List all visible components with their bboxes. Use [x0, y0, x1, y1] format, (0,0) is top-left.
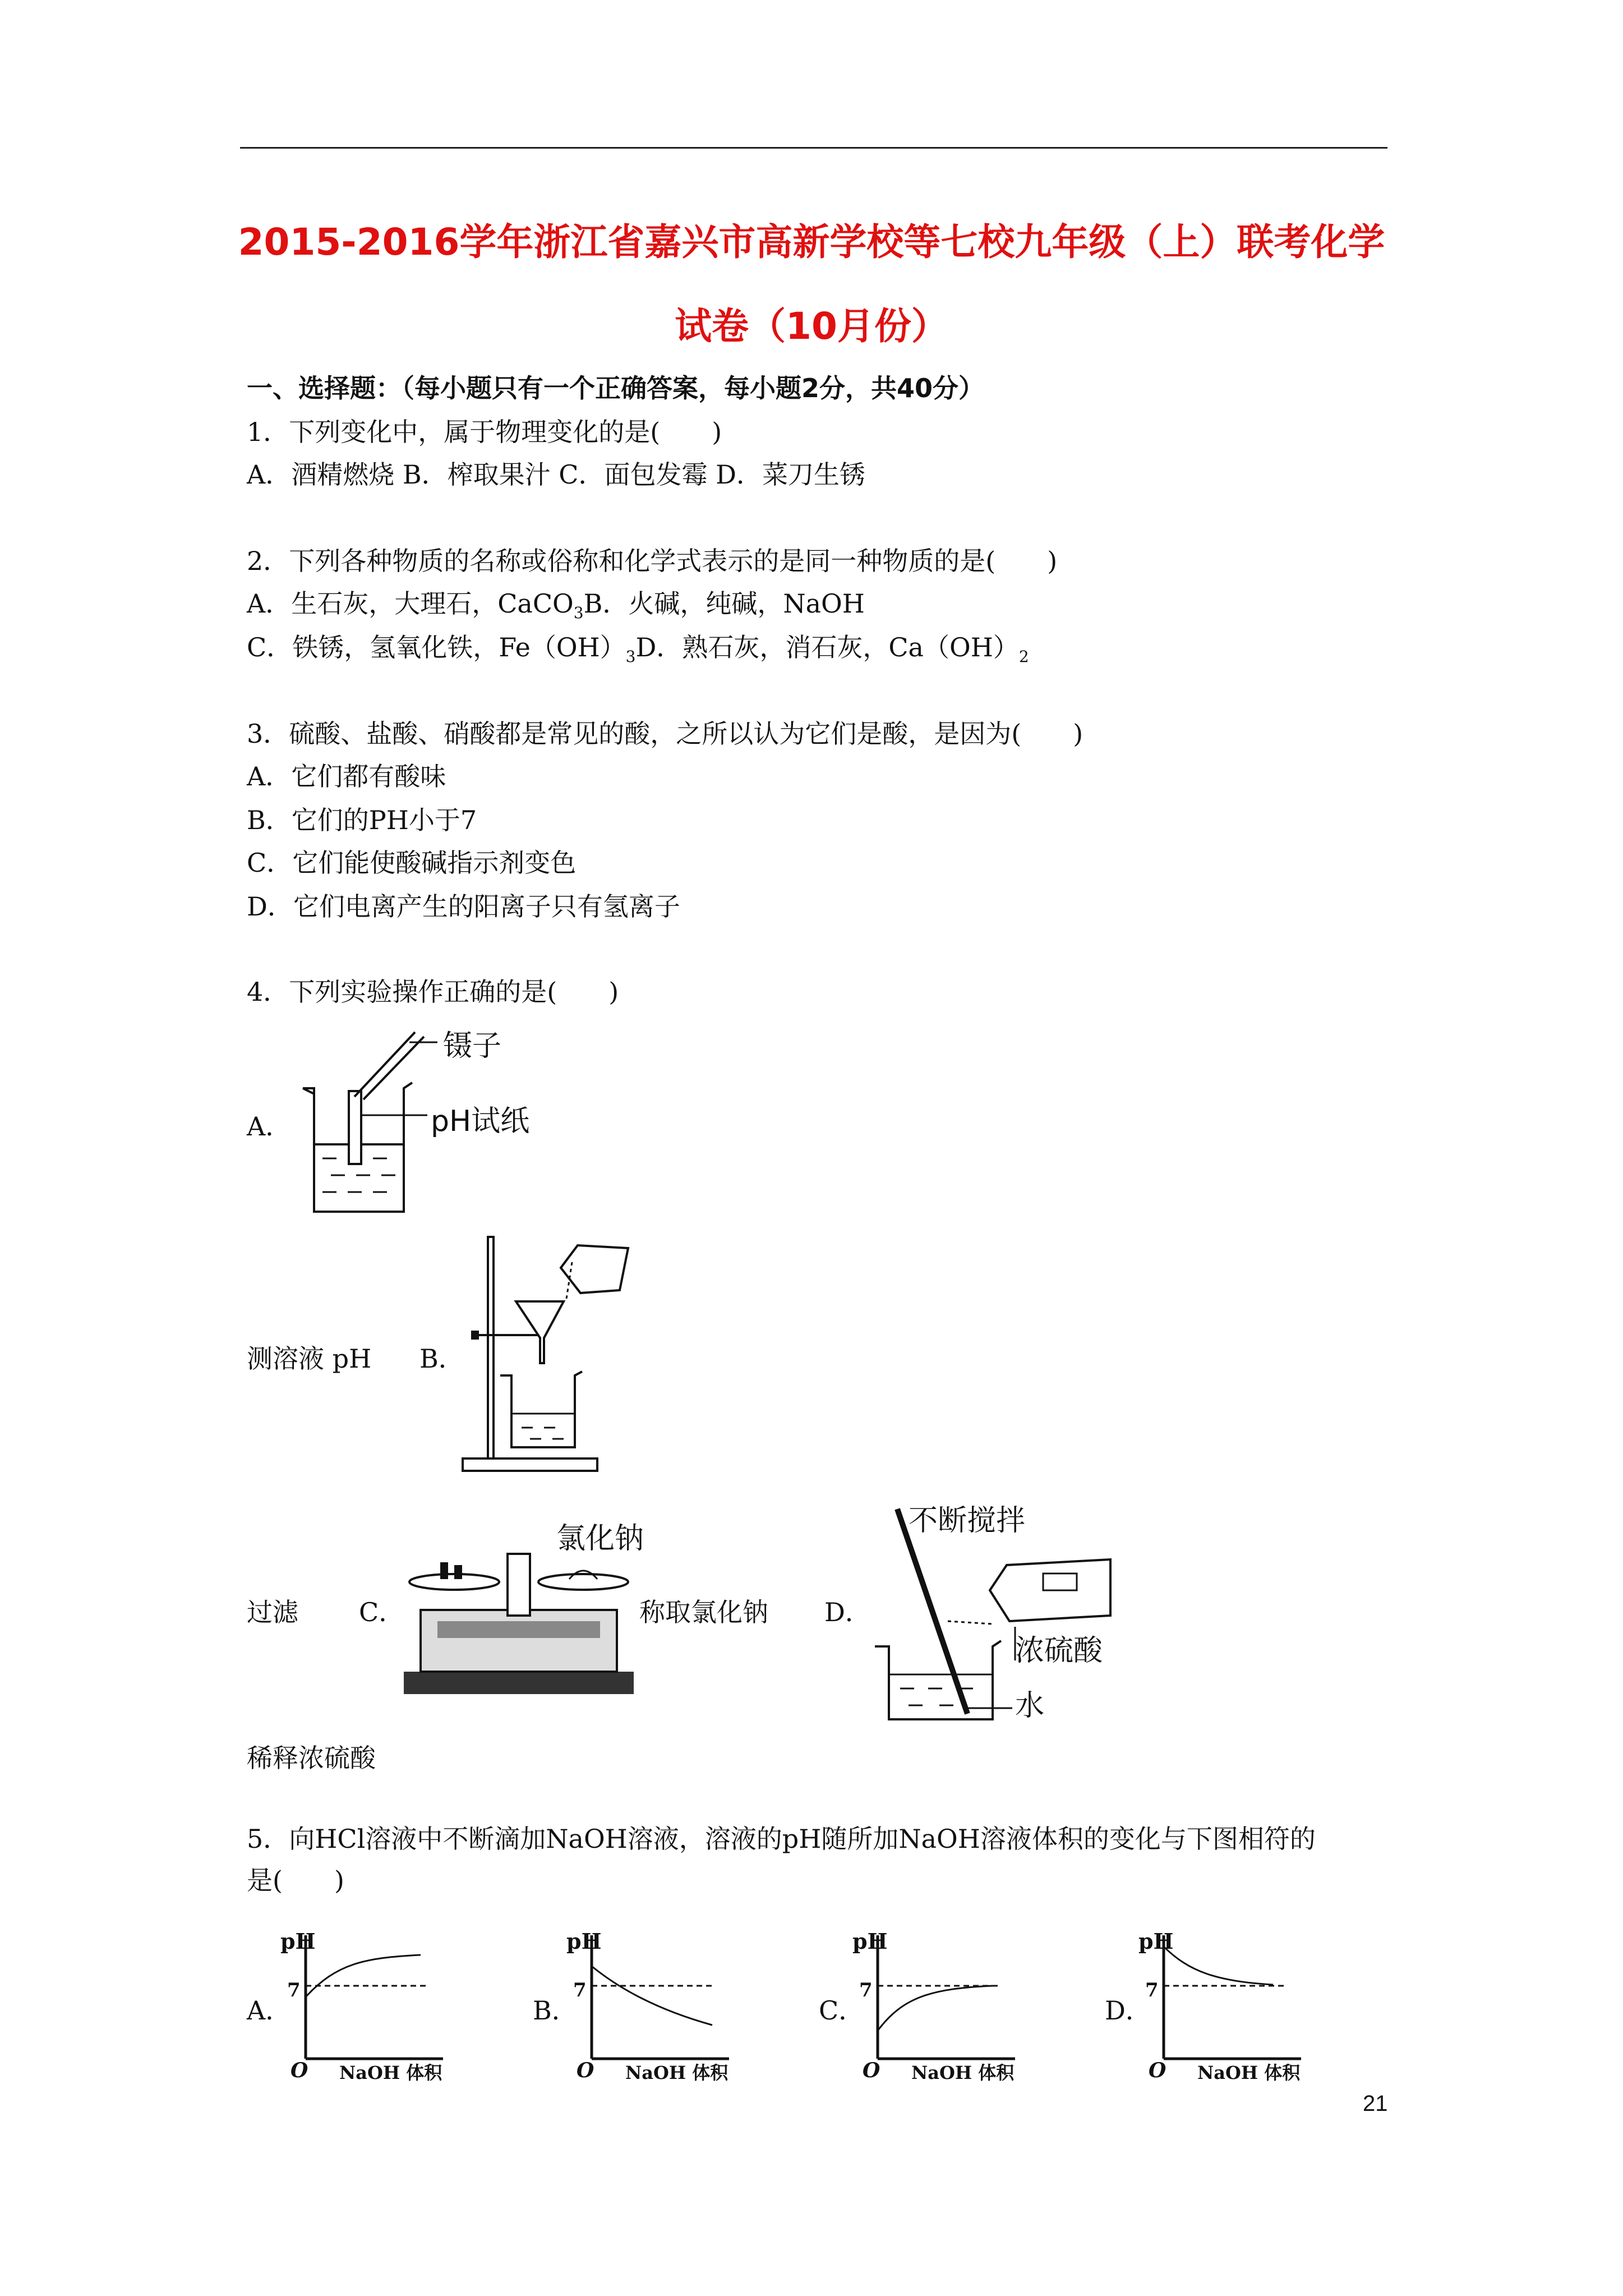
q4-figure-a-tweezers-label: 镊子	[443, 1029, 502, 1063]
q1-stem: 1．下列变化中，属于物理变化的是( )	[247, 417, 722, 447]
q4-figure-d-water-label: 水	[1015, 1689, 1045, 1723]
q5-x-axis-label: NaOH 体积	[1197, 2062, 1301, 2083]
q2-options-line-1	[247, 588, 865, 629]
q2-option-b-text: B．火碱，纯碱，NaOH	[583, 588, 865, 619]
title-line-1: 2015-2016学年浙江省嘉兴市高新学校等七校九年级（上）联考化学	[238, 220, 1385, 264]
q5-x-axis-label: NaOH 体积	[911, 2062, 1015, 2083]
q2-stem: 2．下列各种物质的名称或俗称和化学式表示的是同一种物质的是( )	[247, 546, 1058, 576]
q4-caption-c: 称取氯化钠	[639, 1597, 768, 1627]
title-line-2: 试卷（10月份）	[675, 305, 948, 348]
q2-option-d-text: D．熟石灰，消石灰，Ca（OH）	[635, 632, 1019, 662]
q3-option-b: B．它们的PH小于7	[247, 805, 477, 835]
q4-label-a: A．	[247, 1111, 292, 1142]
q2-option-a-text: A．生石灰，大理石，CaCO	[247, 588, 574, 619]
q4-figure-b-filtration	[460, 1228, 651, 1478]
q4-figure-c-label: 氯化钠	[556, 1522, 644, 1556]
q5-ph-graph	[583, 1930, 751, 2078]
q4-label-c: C．	[359, 1597, 405, 1627]
q4-figure-c-balance	[398, 1531, 639, 1702]
q3-option-c: C．它们能使酸碱指示剂变色	[247, 848, 577, 878]
q4-caption-b: 过滤	[247, 1597, 298, 1627]
q5-x-axis-label: NaOH 体积	[625, 2062, 728, 2083]
q5-origin-label: O	[863, 2059, 880, 2082]
q3-option-a: A．它们都有酸味	[247, 761, 446, 792]
section-heading: 一、选择题：（每小题只有一个正确答案，每小题2分，共40分）	[247, 373, 985, 403]
q2-options-line-2	[247, 632, 1029, 673]
q5-graph-label: A．	[247, 1995, 292, 2026]
q4-label-b: B．	[419, 1343, 464, 1374]
q5-origin-label: O	[1149, 2059, 1166, 2082]
q5-seven-tick-label: 7	[287, 1979, 301, 2001]
q5-ph-graph	[297, 1930, 465, 2078]
q5-origin-label: O	[291, 2059, 308, 2082]
q5-stem-line-1: 5．向HCl溶液中不断滴加NaOH溶液，溶液的pH随所加NaOH溶液体积的变化与下图相符的	[247, 1824, 1316, 1854]
q2-subscript: 3	[573, 604, 584, 622]
q4-figure-d-acid-label: 浓硫酸	[1015, 1634, 1103, 1668]
q1-options: A．酒精燃烧 B．榨取果汁 C．面包发霉 D．菜刀生锈	[247, 459, 865, 490]
q3-option-d: D．它们电离产生的阳离子只有氢离子	[247, 891, 680, 922]
q5-y-axis-label: pH	[280, 1929, 316, 1954]
q4-figure-a-ph-paper-label: pH试纸	[431, 1105, 530, 1138]
q5-ph-graph	[869, 1930, 1038, 2078]
q4-figure-d-stir-label: 不断搅拌	[909, 1504, 1026, 1538]
q3-stem: 3．硫酸、盐酸、硝酸都是常见的酸，之所以认为它们是酸，是因为( )	[247, 719, 1083, 749]
q5-y-axis-label: pH	[566, 1929, 602, 1954]
q5-graph-label: C．	[819, 1995, 865, 2026]
q5-seven-tick-label: 7	[859, 1979, 873, 2001]
q4-stem: 4．下列实验操作正确的是( )	[247, 977, 619, 1007]
q5-seven-tick-label: 7	[1145, 1979, 1159, 2001]
q5-ph-graph	[1155, 1930, 1324, 2078]
q4-caption-a: 测溶液 pH	[247, 1343, 372, 1374]
q2-subscript: 2	[1018, 647, 1029, 666]
q5-stem-line-2: 是( )	[247, 1865, 344, 1895]
header-rule	[240, 147, 1387, 149]
q5-y-axis-label: pH	[852, 1929, 888, 1954]
q4-label-d: D．	[824, 1597, 871, 1627]
q5-seven-tick-label: 7	[573, 1979, 587, 2001]
q4-caption-d: 稀释浓硫酸	[247, 1743, 376, 1773]
q2-option-c-text: C．铁锈，氢氧化铁，Fe（OH）	[247, 632, 626, 662]
q2-subscript: 3	[625, 647, 636, 666]
q5-graph-label: B．	[533, 1995, 578, 2026]
page-number: 21	[1363, 2091, 1388, 2116]
q5-y-axis-label: pH	[1138, 1929, 1174, 1954]
q5-graph-label: D．	[1105, 1995, 1151, 2026]
q5-x-axis-label: NaOH 体积	[339, 2062, 442, 2083]
q5-origin-label: O	[577, 2059, 594, 2082]
